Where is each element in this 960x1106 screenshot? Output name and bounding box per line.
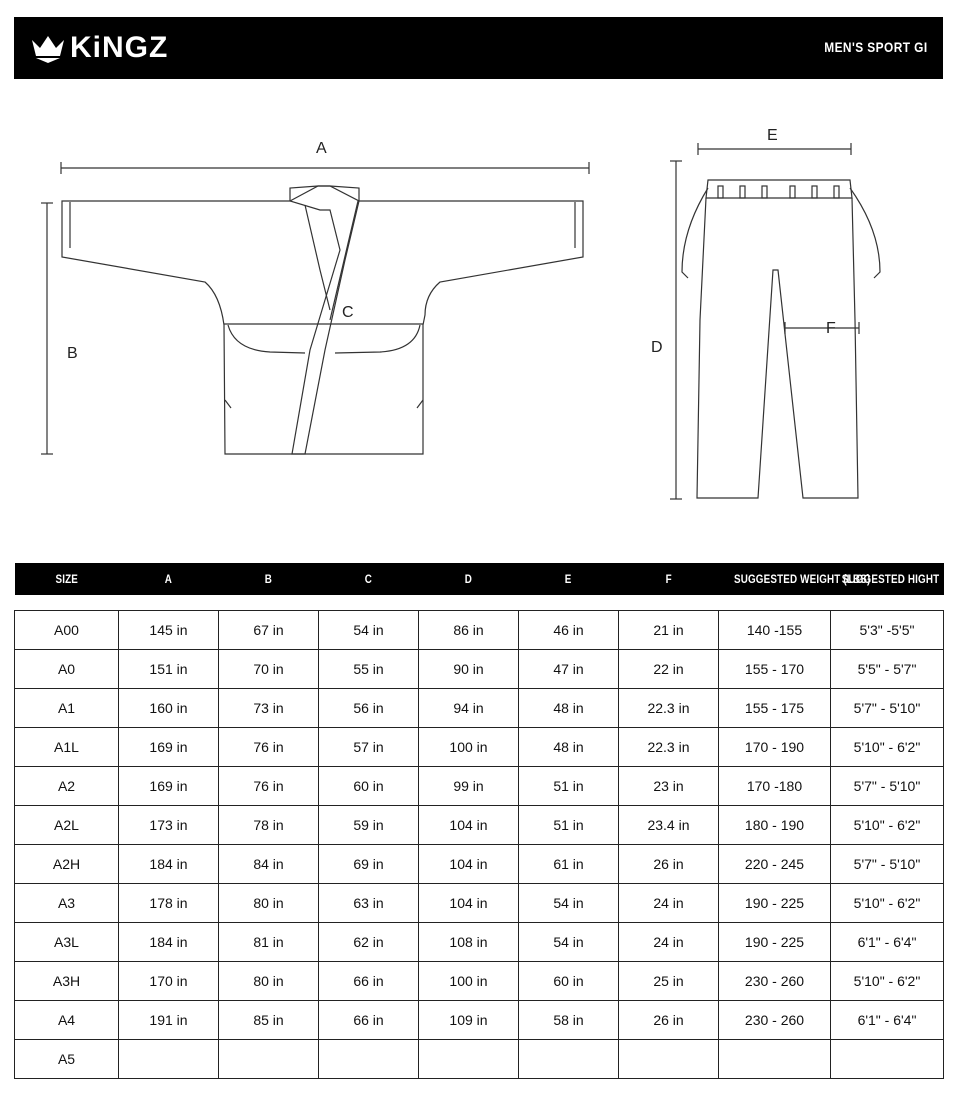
table-cell: 60 in <box>319 767 419 806</box>
table-cell: 63 in <box>319 884 419 923</box>
table-cell: 5'3" -5'5" <box>831 611 944 650</box>
table-header-row <box>15 563 944 595</box>
table-cell: 99 in <box>419 767 519 806</box>
size-cell: A3L <box>15 923 119 962</box>
table-cell: 48 in <box>519 728 619 767</box>
table-row <box>15 1001 944 1040</box>
size-cell: A3 <box>15 884 119 923</box>
table-cell: 104 in <box>419 884 519 923</box>
size-cell: A3H <box>15 962 119 1001</box>
column-header: SUGGESTED WEIGHT (LBS) <box>719 563 831 595</box>
table-row <box>15 806 944 845</box>
table-row <box>15 1040 944 1079</box>
table-cell <box>219 1040 319 1079</box>
table-cell: 80 in <box>219 962 319 1001</box>
table-row <box>15 884 944 923</box>
pants-illustration <box>670 143 880 499</box>
table-cell: 180 - 190 <box>719 806 831 845</box>
table-cell: 104 in <box>419 845 519 884</box>
table-row <box>15 650 944 689</box>
table-cell: 24 in <box>619 923 719 962</box>
table-cell: 76 in <box>219 728 319 767</box>
table-row <box>15 728 944 767</box>
table-cell: 104 in <box>419 806 519 845</box>
size-cell: A1L <box>15 728 119 767</box>
table-row <box>15 689 944 728</box>
table-cell: 140 -155 <box>719 611 831 650</box>
table-cell: 66 in <box>319 1001 419 1040</box>
table-row <box>15 611 944 650</box>
table-cell: 94 in <box>419 689 519 728</box>
table-cell: 21 in <box>619 611 719 650</box>
dimension-label-e: E <box>767 127 778 144</box>
table-cell <box>831 1040 944 1079</box>
table-cell: 67 in <box>219 611 319 650</box>
table-cell: 6'1" - 6'4" <box>831 923 944 962</box>
table-row <box>15 767 944 806</box>
dimension-label-b: B <box>67 345 78 362</box>
table-cell: 184 in <box>119 923 219 962</box>
table-cell: 5'7" - 5'10" <box>831 689 944 728</box>
table-cell: 151 in <box>119 650 219 689</box>
size-cell: A1 <box>15 689 119 728</box>
dimension-label-d: D <box>651 339 663 356</box>
table-cell: 100 in <box>419 728 519 767</box>
table-cell: 190 - 225 <box>719 884 831 923</box>
column-header: A <box>119 563 219 595</box>
table-cell: 47 in <box>519 650 619 689</box>
table-cell: 23 in <box>619 767 719 806</box>
table-cell: 51 in <box>519 806 619 845</box>
table-cell: 6'1" - 6'4" <box>831 1001 944 1040</box>
table-cell <box>719 1040 831 1079</box>
column-header: B <box>219 563 319 595</box>
table-cell: 173 in <box>119 806 219 845</box>
table-cell: 170 -180 <box>719 767 831 806</box>
table-cell <box>119 1040 219 1079</box>
table-cell: 78 in <box>219 806 319 845</box>
column-header: SIZE <box>15 563 119 595</box>
table-cell: 54 in <box>319 611 419 650</box>
table-cell: 54 in <box>519 923 619 962</box>
table-cell: 190 - 225 <box>719 923 831 962</box>
table-cell: 69 in <box>319 845 419 884</box>
table-cell: 178 in <box>119 884 219 923</box>
table-cell: 80 in <box>219 884 319 923</box>
table-cell: 230 - 260 <box>719 962 831 1001</box>
column-header: C <box>319 563 419 595</box>
table-cell: 22 in <box>619 650 719 689</box>
table-cell: 46 in <box>519 611 619 650</box>
gi-measurement-diagram <box>0 100 960 520</box>
table-cell: 54 in <box>519 884 619 923</box>
size-cell: A4 <box>15 1001 119 1040</box>
table-cell: 60 in <box>519 962 619 1001</box>
table-cell: 23.4 in <box>619 806 719 845</box>
table-cell: 70 in <box>219 650 319 689</box>
table-row <box>15 962 944 1001</box>
table-cell: 76 in <box>219 767 319 806</box>
table-cell: 56 in <box>319 689 419 728</box>
table-cell: 73 in <box>219 689 319 728</box>
table-cell: 100 in <box>419 962 519 1001</box>
table-cell: 5'10" - 6'2" <box>831 728 944 767</box>
page-title: MEN'S SPORT GI <box>824 39 928 55</box>
table-cell: 55 in <box>319 650 419 689</box>
table-cell: 5'10" - 6'2" <box>831 884 944 923</box>
table-cell: 5'10" - 6'2" <box>831 962 944 1001</box>
table-cell: 5'7" - 5'10" <box>831 845 944 884</box>
table-cell: 5'7" - 5'10" <box>831 767 944 806</box>
table-cell: 26 in <box>619 1001 719 1040</box>
size-chart-table <box>14 563 944 1079</box>
table-cell: 26 in <box>619 845 719 884</box>
table-cell: 108 in <box>419 923 519 962</box>
size-cell: A5 <box>15 1040 119 1079</box>
table-cell: 57 in <box>319 728 419 767</box>
table-cell: 62 in <box>319 923 419 962</box>
table-cell: 22.3 in <box>619 728 719 767</box>
column-header: E <box>519 563 619 595</box>
size-cell: A2 <box>15 767 119 806</box>
table-cell: 51 in <box>519 767 619 806</box>
table-cell: 58 in <box>519 1001 619 1040</box>
table-cell: 84 in <box>219 845 319 884</box>
table-cell: 22.3 in <box>619 689 719 728</box>
brand-logo[interactable] <box>30 29 168 67</box>
table-cell: 90 in <box>419 650 519 689</box>
table-cell: 24 in <box>619 884 719 923</box>
table-cell: 160 in <box>119 689 219 728</box>
table-cell: 85 in <box>219 1001 319 1040</box>
table-cell: 5'10" - 6'2" <box>831 806 944 845</box>
dimension-label-a: A <box>316 140 327 157</box>
table-cell <box>519 1040 619 1079</box>
table-cell: 230 - 260 <box>719 1001 831 1040</box>
table-cell: 184 in <box>119 845 219 884</box>
table-cell: 220 - 245 <box>719 845 831 884</box>
table-cell: 81 in <box>219 923 319 962</box>
table-cell: 5'5" - 5'7" <box>831 650 944 689</box>
table-cell: 191 in <box>119 1001 219 1040</box>
table-cell: 86 in <box>419 611 519 650</box>
size-cell: A2H <box>15 845 119 884</box>
table-row <box>15 923 944 962</box>
table-cell <box>619 1040 719 1079</box>
dimension-label-f: F <box>826 320 836 337</box>
size-cell: A0 <box>15 650 119 689</box>
table-cell: 155 - 175 <box>719 689 831 728</box>
table-cell: 48 in <box>519 689 619 728</box>
table-cell: 25 in <box>619 962 719 1001</box>
crown-icon <box>30 32 66 64</box>
table-cell <box>419 1040 519 1079</box>
column-header: SUGGESTED HIGHT <box>831 563 944 595</box>
column-header: F <box>619 563 719 595</box>
table-cell <box>319 1040 419 1079</box>
table-cell: 66 in <box>319 962 419 1001</box>
table-cell: 59 in <box>319 806 419 845</box>
table-cell: 169 in <box>119 767 219 806</box>
header-bar <box>14 17 943 79</box>
table-cell: 61 in <box>519 845 619 884</box>
logo-text: KiNGZ <box>70 31 169 64</box>
size-cell: A2L <box>15 806 119 845</box>
table-cell: 109 in <box>419 1001 519 1040</box>
dimension-label-c: C <box>342 304 354 321</box>
jacket-illustration <box>41 162 589 454</box>
table-cell: 155 - 170 <box>719 650 831 689</box>
table-cell: 169 in <box>119 728 219 767</box>
column-header: D <box>419 563 519 595</box>
table-cell: 170 in <box>119 962 219 1001</box>
table-row <box>15 845 944 884</box>
table-cell: 145 in <box>119 611 219 650</box>
table-cell: 170 - 190 <box>719 728 831 767</box>
size-cell: A00 <box>15 611 119 650</box>
